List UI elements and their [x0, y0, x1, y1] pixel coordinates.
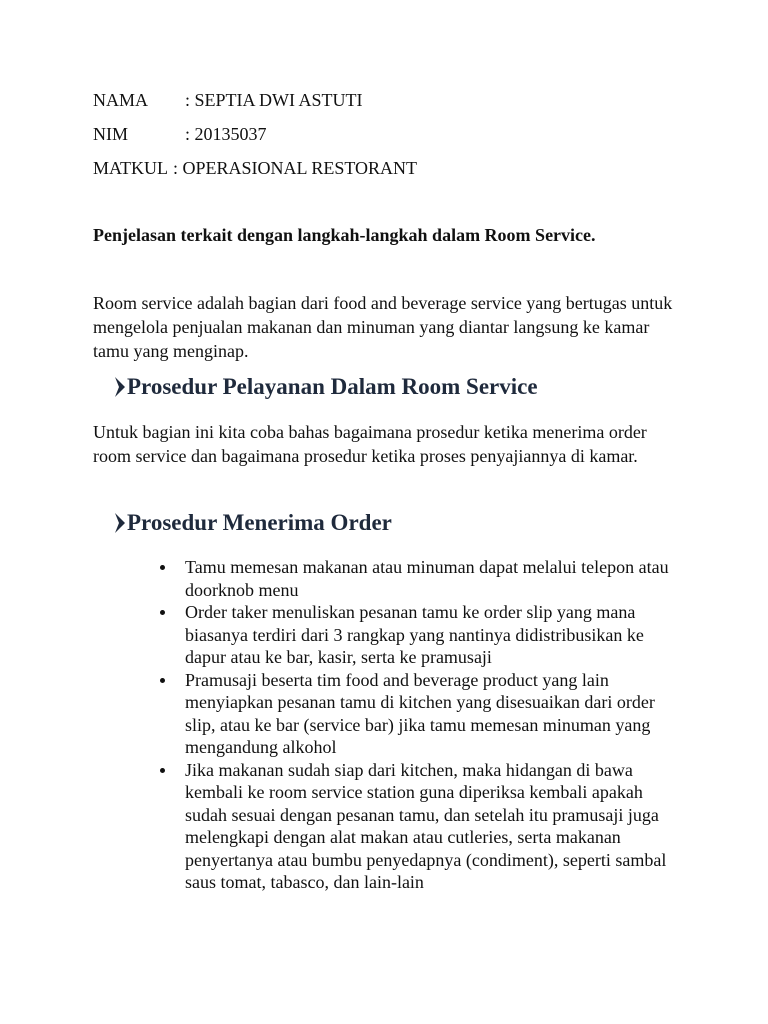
order-heading-text: Prosedur Menerima Order [127, 510, 392, 535]
arrow-bullet-icon [115, 513, 125, 533]
course-value: : OPERASIONAL RESTORANT [173, 158, 418, 178]
nim-label: NIM [93, 124, 128, 144]
bullet-dot-icon [160, 768, 165, 773]
list-item [160, 601, 680, 669]
list-item [160, 669, 680, 759]
nim-value: : 20135037 [185, 124, 267, 144]
name-row [93, 89, 363, 111]
list-item [160, 556, 680, 601]
name-value: : SEPTIA DWI ASTUTI [185, 90, 363, 110]
course-row [93, 157, 417, 179]
list-item [160, 759, 680, 894]
nim-row [93, 123, 267, 145]
list-item-text: Order taker menuliskan pesanan tamu ke order slip yang mana biasanya terdiri dari 3 rangkap yang nantinya didistribusikan ke dapur atau ke bar, kasir, serta ke pramusaji [185, 602, 644, 667]
service-heading-text: Prosedur Pelayanan Dalam Room Service [127, 374, 538, 399]
bullet-dot-icon [160, 565, 165, 570]
service-section-heading [115, 373, 538, 401]
arrow-bullet-icon [115, 377, 125, 397]
order-section-heading [115, 509, 392, 537]
name-label: NAMA [93, 90, 149, 110]
bullet-dot-icon [160, 610, 165, 615]
service-paragraph: Untuk bagian ini kita coba bahas bagaimana prosedur ketika menerima order room service dan bagaimana prosedur ketika proses penyajiannya di kamar. [93, 422, 647, 466]
order-steps-list [160, 556, 680, 894]
list-item-text: Jika makanan sudah siap dari kitchen, maka hidangan di bawa kembali ke room service station guna diperiksa kembali apakah sudah sesuai dengan pesanan tamu, dan setelah itu pramusaji juga melengkapi dengan alat makan atau cutleries, serta makanan penyertanya atau bumbu penyedapnya (condiment), seperti sambal saus tomat, tabasco, dan lain-lain [185, 759, 667, 892]
intro-title: Penjelasan terkait dengan langkah-langkah dalam Room Service. [93, 225, 596, 245]
intro-paragraph: Room service adalah bagian dari food and beverage service yang bertugas untuk mengelola penjualan makanan dan minuman yang diantar langsung ke kamar tamu yang menginap. [93, 293, 673, 361]
bullet-dot-icon [160, 678, 165, 683]
list-item-text: Pramusaji beserta tim food and beverage product yang lain menyiapkan pesanan tamu di kitchen yang disesuaikan dari order slip, atau ke bar (service bar) jika tamu memesan minuman yang mengandung alkohol [185, 669, 655, 757]
course-label: MATKUL [93, 158, 168, 178]
list-item-text: Tamu memesan makanan atau minuman dapat melalui telepon atau doorknob menu [185, 557, 669, 600]
